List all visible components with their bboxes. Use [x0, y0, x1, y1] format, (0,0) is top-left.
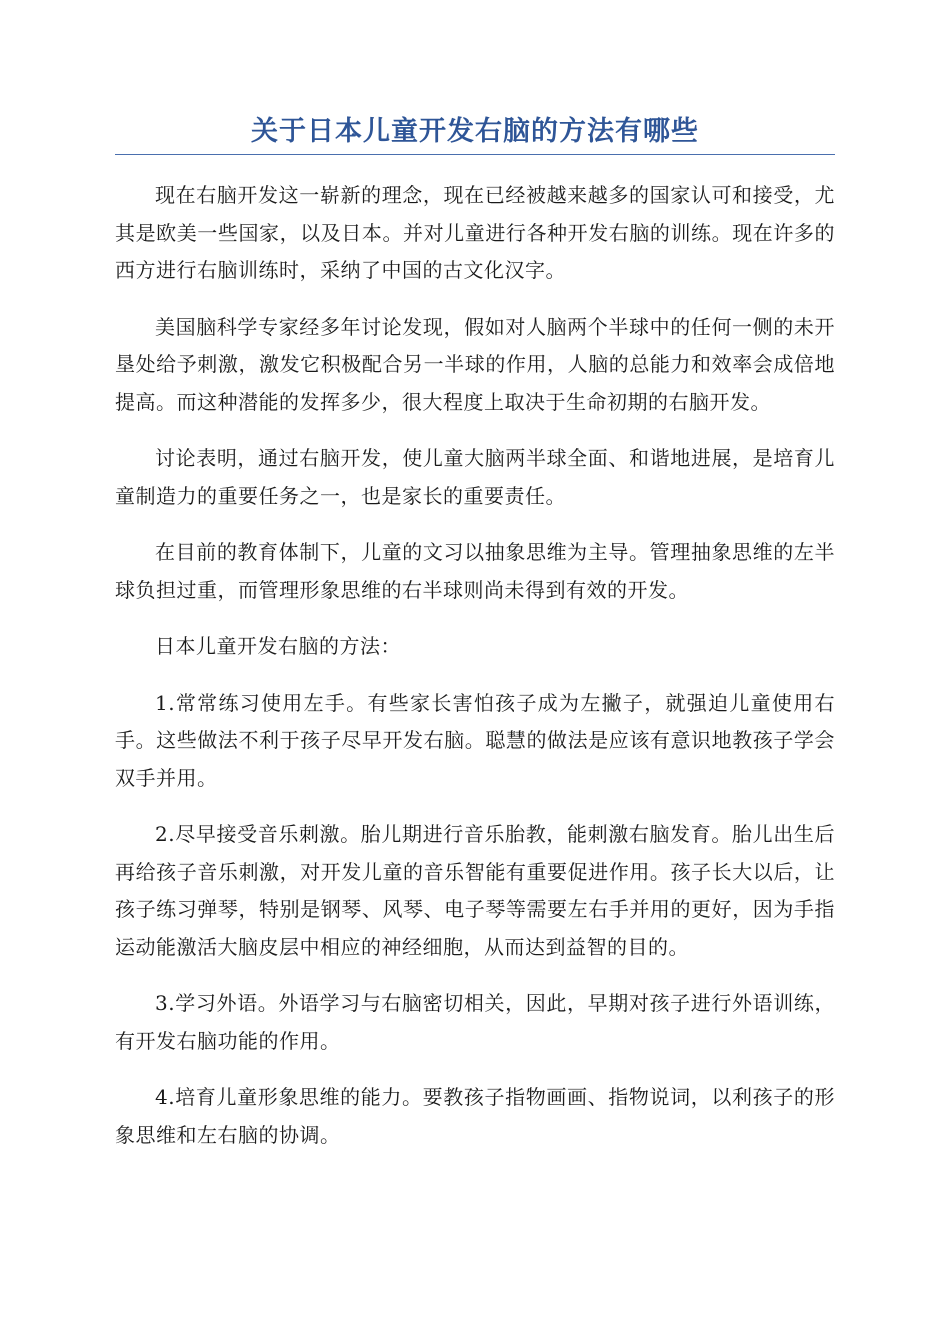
- document-body: [115, 177, 835, 1154]
- document-page: [115, 112, 835, 1173]
- document-title: 关于日本儿童开发右脑的方法有哪些: [115, 112, 835, 155]
- method-item-1: 1.常常练习使用左手。有些家长害怕孩子成为左撇子，就强迫儿童使用右手。这些做法不利于孩子尽早开发右脑。聪慧的做法是应该有意识地教孩子学会双手并用。: [115, 690, 835, 790]
- method-item-4: 4.培育儿童形象思维的能力。要教孩子指物画画、指物说词，以利孩子的形象思维和左右脑的协调。: [115, 1085, 835, 1147]
- paragraph-1: 现在右脑开发这一崭新的理念，现在已经被越来越多的国家认可和接受，尤其是欧美一些国家，以及日本。并对儿童进行各种开发右脑的训练。现在许多的西方进行右脑训练时，采纳了中国的古文化汉字。: [115, 183, 835, 282]
- method-item-2: 2.尽早接受音乐刺激。胎儿期进行音乐胎教，能刺激右脑发育。胎儿出生后再给孩子音乐刺激，对开发儿童的音乐智能有重要促进作用。孩子长大以后，让孩子练习弹琴，特别是钢琴、风琴、电子琴等需要左右手并用的更好，因为手指运动能激活大脑皮层中相应的神经细胞，从而达到益智的目的。: [115, 822, 835, 959]
- method-item-3: 3.学习外语。外语学习与右脑密切相关，因此，早期对孩子进行外语训练，有开发右脑功能的作用。: [115, 991, 835, 1053]
- section-heading-methods: 日本儿童开发右脑的方法：: [155, 634, 401, 658]
- paragraph-3: 讨论表明，通过右脑开发，使儿童大脑两半球全面、和谐地进展，是培育儿童制造力的重要任务之一，也是家长的重要责任。: [115, 446, 835, 508]
- paragraph-4: 在目前的教育体制下，儿童的文习以抽象思维为主导。管理抽象思维的左半球负担过重，而管理形象思维的右半球则尚未得到有效的开发。: [115, 540, 835, 602]
- paragraph-2: 美国脑科学专家经多年讨论发现，假如对人脑两个半球中的任何一侧的未开垦处给予刺激，激发它积极配合另一半球的作用，人脑的总能力和效率会成倍地提高。而这种潜能的发挥多少，很大程度上取决于生命初期的右脑开发。: [115, 314, 835, 414]
